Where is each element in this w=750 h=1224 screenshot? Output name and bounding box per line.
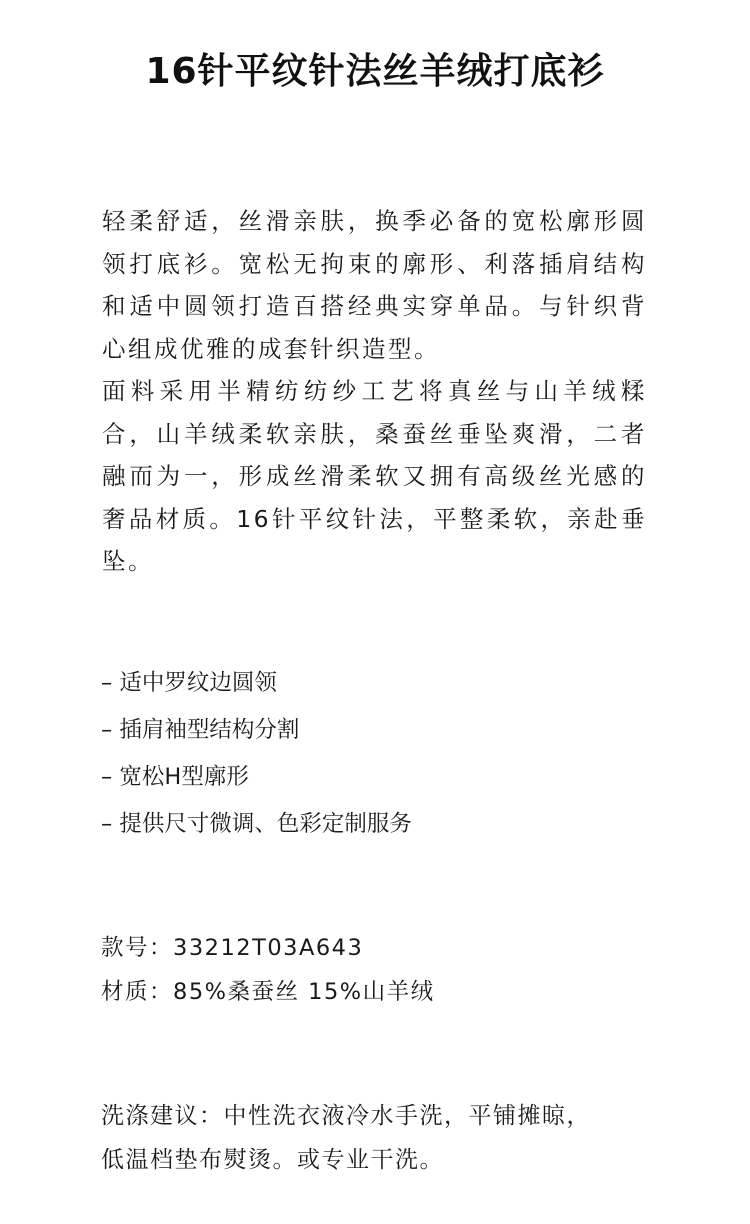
feature-item-silhouette: – 宽松H型廓形	[101, 764, 249, 790]
product-description	[102, 200, 647, 583]
feature-list	[101, 660, 661, 848]
product-title: 16针平纹针法丝羊绒打底衫	[145, 51, 605, 92]
product-specs	[101, 926, 661, 1014]
care-line: 洗涤建议：中性洗衣液冷水手洗，平铺摊晾，	[101, 1103, 591, 1129]
care-line: 低温档垫布熨烫。或专业干洗。	[101, 1147, 444, 1173]
feature-item-sleeve: – 插肩袖型结构分割	[101, 717, 300, 743]
feature-item-customization: – 提供尺寸微调、色彩定制服务	[101, 811, 412, 837]
care-instructions	[101, 1094, 661, 1182]
style-number: 款号：33212T03A643	[101, 935, 364, 961]
feature-item-collar: – 适中罗纹边圆领	[101, 670, 277, 696]
description-paragraph: 轻柔舒适，丝滑亲肤，换季必备的宽松廓形圆领打底衫。宽松无拘束的廓形、利落插肩结构和适中圆领打造百搭经典实穿单品。与针织背心组成优雅的成套针织造型。	[102, 207, 647, 363]
material-composition: 材质：85%桑蚕丝 15%山羊绒	[101, 979, 435, 1005]
description-paragraph: 面料采用半精纺纺纱工艺将真丝与山羊绒糅合，山羊绒柔软亲肤，桑蚕丝垂坠爽滑，二者融而为一，形成丝滑柔软又拥有高级丝光感的奢品材质。16针平纹针法，平整柔软，亲赴垂坠。	[102, 377, 647, 575]
